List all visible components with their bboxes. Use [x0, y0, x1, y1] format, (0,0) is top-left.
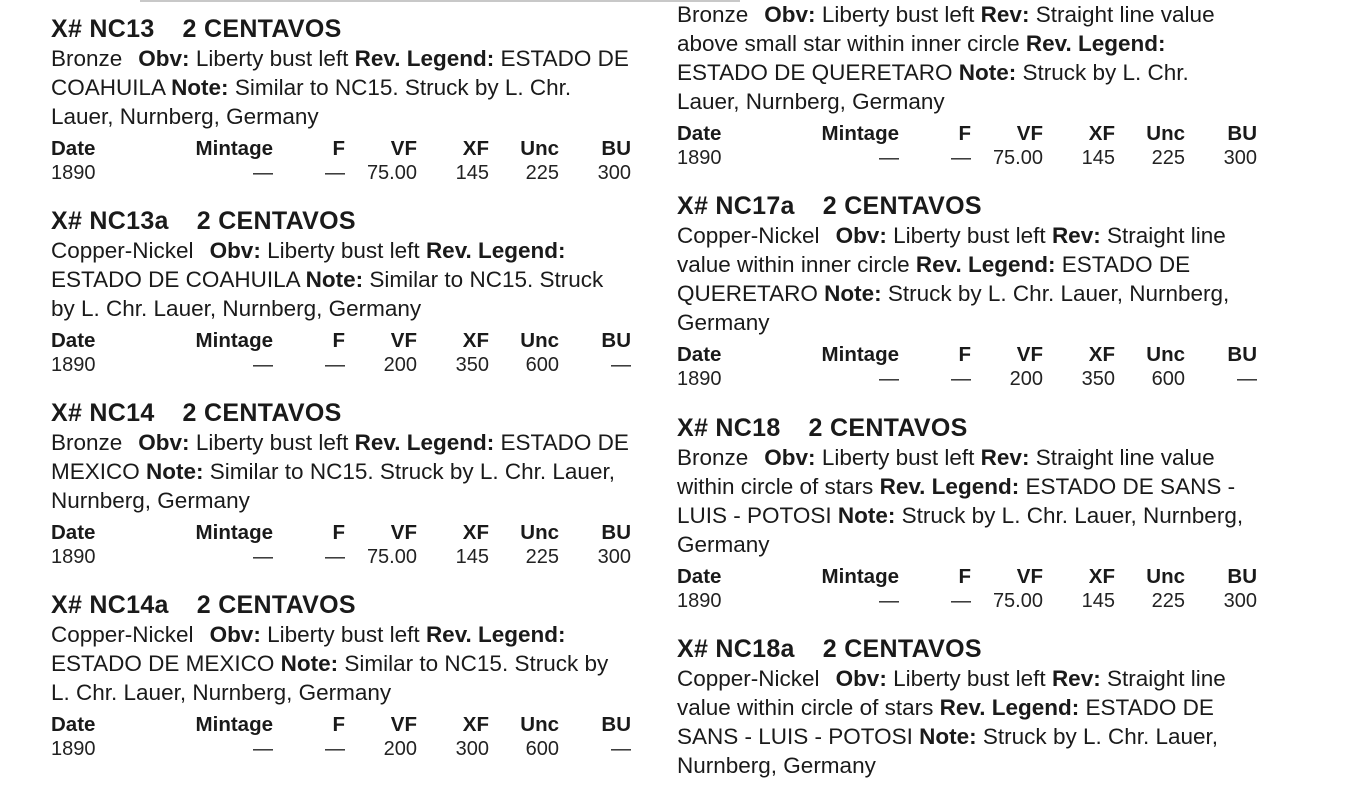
value-header-row — [677, 343, 1257, 367]
value-header: F — [332, 713, 345, 736]
value-header: Mintage — [821, 343, 899, 366]
value-cell: — — [951, 147, 971, 169]
value-header: BU — [1227, 122, 1257, 145]
value-cell: 225 — [1151, 147, 1185, 169]
note-label: Note: — [958, 60, 1017, 85]
value-cell: 600 — [1151, 368, 1185, 390]
legend-label: Rev. Legend: — [354, 430, 495, 455]
value-cell: 225 — [1151, 590, 1185, 612]
denomination: 2 CENTAVOS — [182, 399, 342, 427]
denomination: 2 CENTAVOS — [822, 635, 982, 663]
value-cell: — — [1237, 368, 1257, 390]
reverse-text: Straight line value within circle of stars — [677, 445, 1215, 499]
value-cell: 350 — [455, 354, 489, 376]
value-cell: 145 — [455, 546, 489, 568]
value-header: XF — [1088, 343, 1115, 366]
value-cell: 350 — [1081, 368, 1115, 390]
value-cell: 1890 — [51, 546, 96, 568]
value-cell: 1890 — [677, 147, 722, 169]
value-header: BU — [601, 137, 631, 160]
value-cell: 600 — [525, 354, 559, 376]
value-cell: 200 — [383, 354, 417, 376]
obverse-label: Obv: — [764, 445, 816, 470]
entry-title — [677, 191, 1257, 221]
legend-text: ESTADO DE QUERETARO — [677, 252, 1191, 306]
value-header: VF — [390, 521, 417, 544]
entry-description — [677, 0, 1257, 116]
legend-label: Rev. Legend: — [939, 695, 1080, 720]
value-row — [677, 589, 1257, 613]
obverse-label: Obv: — [209, 238, 261, 263]
note-text: Similar to NC15. Struck by L. Chr. Lauer, Nurnberg, Germany — [51, 75, 572, 129]
value-cell: — — [879, 368, 899, 390]
value-cell: 300 — [1223, 147, 1257, 169]
note-label: Note: — [305, 267, 364, 292]
reverse-text: Straight line value within inner circle — [677, 223, 1226, 277]
note-text: Struck by L. Chr. Lauer, Nurnberg, Germany — [677, 503, 1244, 557]
catalog-entry — [677, 413, 1257, 613]
value-cell: — — [611, 738, 631, 760]
denomination: 2 CENTAVOS — [196, 591, 356, 619]
reverse-label: Rev: — [980, 2, 1030, 27]
legend-label: Rev. Legend: — [425, 238, 566, 263]
note-text: Similar to NC15. Struck by L. Chr. Lauer, Nurnberg, Germany — [51, 459, 615, 513]
value-row — [51, 161, 631, 185]
value-header-row — [677, 122, 1257, 146]
legend-label: Rev. Legend: — [879, 474, 1020, 499]
denomination: 2 CENTAVOS — [808, 414, 968, 442]
value-table — [51, 137, 631, 185]
obverse-text: Liberty bust left — [893, 223, 1046, 248]
note-text: Similar to NC15. Struck by L. Chr. Lauer, Nurnberg, Germany — [51, 267, 604, 321]
value-cell: — — [253, 162, 273, 184]
obverse-label: Obv: — [138, 430, 190, 455]
value-table — [51, 521, 631, 569]
denomination: 2 CENTAVOS — [196, 207, 356, 235]
obverse-text: Liberty bust left — [195, 430, 349, 455]
legend-label: Rev. Legend: — [354, 46, 495, 71]
value-cell: — — [951, 368, 971, 390]
value-cell: — — [325, 546, 345, 568]
entry-title — [51, 14, 631, 44]
note-label: Note: — [171, 75, 229, 100]
value-header: VF — [390, 713, 417, 736]
value-cell: 145 — [1081, 590, 1115, 612]
value-header: VF — [1016, 122, 1043, 145]
value-table — [677, 565, 1257, 613]
entry-description — [51, 428, 631, 515]
catalog-number: X# NC17a — [677, 192, 795, 220]
value-header: F — [332, 329, 345, 352]
value-cell: 300 — [597, 162, 631, 184]
value-row — [51, 737, 631, 761]
catalog-entry — [51, 206, 631, 377]
entry-title — [51, 206, 631, 236]
value-cell: 145 — [455, 162, 489, 184]
value-header: Date — [51, 521, 96, 544]
value-cell: 600 — [525, 738, 559, 760]
obverse-text: Liberty bust left — [267, 238, 420, 263]
value-header: Date — [677, 122, 722, 145]
entry-title — [51, 590, 631, 620]
value-header: XF — [462, 329, 489, 352]
metal: Bronze — [51, 46, 123, 71]
obverse-text: Liberty bust left — [821, 2, 975, 27]
note-label: Note: — [837, 503, 896, 528]
value-cell: — — [253, 738, 273, 760]
value-table — [51, 713, 631, 761]
value-row — [677, 367, 1257, 391]
catalog-entry — [677, 191, 1257, 391]
reverse-text: Straight line value above small star within inner circle — [677, 2, 1215, 56]
entry-description — [677, 664, 1257, 780]
catalog-entry — [677, 0, 1257, 170]
obverse-label: Obv: — [209, 622, 261, 647]
value-header: BU — [1227, 565, 1257, 588]
value-row — [677, 146, 1257, 170]
obverse-label: Obv: — [835, 223, 887, 248]
value-header: Mintage — [195, 521, 273, 544]
note-label: Note: — [280, 651, 339, 676]
value-cell: 200 — [1009, 368, 1043, 390]
metal: Copper-Nickel — [51, 238, 194, 263]
value-cell: 75.00 — [366, 546, 417, 568]
value-cell: 1890 — [51, 354, 96, 376]
entry-description — [677, 221, 1257, 337]
value-header: Mintage — [195, 713, 273, 736]
legend-label: Rev. Legend: — [425, 622, 566, 647]
value-cell: — — [325, 162, 345, 184]
value-header: BU — [601, 329, 631, 352]
note-label: Note: — [146, 459, 204, 484]
metal: Copper-Nickel — [677, 223, 820, 248]
entry-title — [677, 634, 1257, 664]
note-text: Struck by L. Chr. Lauer, Nurnberg, Germany — [677, 724, 1219, 778]
value-cell: 225 — [525, 162, 559, 184]
top-edge-rule — [140, 0, 740, 2]
metal: Bronze — [677, 2, 749, 27]
value-table — [677, 122, 1257, 170]
legend-text: ESTADO DE QUERETARO — [677, 60, 953, 85]
value-cell: 300 — [455, 738, 489, 760]
entry-description — [51, 236, 631, 323]
reverse-label: Rev: — [980, 445, 1030, 470]
catalog-entry — [677, 634, 1257, 780]
note-label: Note: — [919, 724, 977, 749]
value-header: BU — [601, 713, 631, 736]
value-cell: — — [879, 590, 899, 612]
value-header: Unc — [1146, 122, 1185, 145]
value-header: Unc — [520, 329, 559, 352]
note-text: Struck by L. Chr. Lauer, Nurnberg, Germany — [677, 281, 1230, 335]
value-header: VF — [1016, 343, 1043, 366]
obverse-text: Liberty bust left — [821, 445, 975, 470]
value-cell: 75.00 — [992, 590, 1043, 612]
value-cell: — — [611, 354, 631, 376]
value-header: Unc — [1146, 565, 1185, 588]
value-cell: — — [253, 546, 273, 568]
catalog-entry — [51, 398, 631, 569]
catalog-number: X# NC18 — [677, 414, 781, 442]
value-row — [51, 353, 631, 377]
obverse-text: Liberty bust left — [893, 666, 1046, 691]
catalog-number: X# NC18a — [677, 635, 795, 663]
value-header: Mintage — [821, 122, 899, 145]
value-table — [51, 329, 631, 377]
value-header: Mintage — [821, 565, 899, 588]
catalog-entry — [51, 590, 631, 761]
value-table — [677, 343, 1257, 391]
value-cell: 1890 — [677, 368, 722, 390]
value-header: Date — [677, 343, 722, 366]
value-header: Mintage — [195, 137, 273, 160]
obverse-label: Obv: — [138, 46, 190, 71]
value-cell: 225 — [525, 546, 559, 568]
value-header-row — [677, 565, 1257, 589]
value-header: F — [332, 137, 345, 160]
value-cell: 1890 — [677, 590, 722, 612]
value-cell: — — [253, 354, 273, 376]
value-cell: — — [325, 738, 345, 760]
value-row — [51, 545, 631, 569]
value-header: Date — [51, 137, 96, 160]
value-header-row — [51, 137, 631, 161]
note-label: Note: — [824, 281, 882, 306]
value-header: F — [958, 122, 971, 145]
value-header-row — [51, 713, 631, 737]
value-cell: 75.00 — [992, 147, 1043, 169]
entry-title — [51, 398, 631, 428]
value-cell: 300 — [597, 546, 631, 568]
catalog-number: X# NC13 — [51, 15, 155, 43]
value-cell: 1890 — [51, 738, 96, 760]
reverse-text: Straight line value within circle of stars — [677, 666, 1226, 720]
entry-description — [677, 443, 1257, 559]
legend-label: Rev. Legend: — [915, 252, 1056, 277]
value-header: XF — [462, 713, 489, 736]
metal: Copper-Nickel — [677, 666, 820, 691]
value-cell: 145 — [1081, 147, 1115, 169]
note-text: Struck by L. Chr. Lauer, Nurnberg, Germany — [677, 60, 1189, 114]
value-header: XF — [1088, 565, 1115, 588]
legend-text: ESTADO DE MEXICO — [51, 430, 629, 484]
legend-text: ESTADO DE SANS - LUIS - POTOSI — [677, 474, 1236, 528]
value-header: BU — [601, 521, 631, 544]
metal: Bronze — [677, 445, 749, 470]
value-header: XF — [462, 521, 489, 544]
entry-description — [51, 620, 631, 707]
legend-text: ESTADO DE SANS - LUIS - POTOSI — [677, 695, 1214, 749]
value-cell: — — [325, 354, 345, 376]
obverse-text: Liberty bust left — [267, 622, 420, 647]
catalog-number: X# NC13a — [51, 207, 169, 235]
legend-text: ESTADO DE MEXICO — [51, 651, 275, 676]
value-header: XF — [1088, 122, 1115, 145]
catalog-entry — [51, 14, 631, 185]
obverse-label: Obv: — [764, 2, 816, 27]
catalog-number: X# NC14 — [51, 399, 155, 427]
value-header: Mintage — [195, 329, 273, 352]
value-header: Unc — [520, 521, 559, 544]
value-header: Unc — [520, 713, 559, 736]
value-header: VF — [390, 329, 417, 352]
value-header: XF — [462, 137, 489, 160]
value-cell: — — [951, 590, 971, 612]
catalog-number: X# NC14a — [51, 591, 169, 619]
value-header-row — [51, 329, 631, 353]
reverse-label: Rev: — [1051, 223, 1101, 248]
value-cell: 200 — [383, 738, 417, 760]
value-header: Date — [677, 565, 722, 588]
value-cell: 300 — [1223, 590, 1257, 612]
metal: Bronze — [51, 430, 123, 455]
denomination: 2 CENTAVOS — [822, 192, 982, 220]
reverse-label: Rev: — [1051, 666, 1101, 691]
value-header: VF — [390, 137, 417, 160]
value-header: F — [958, 343, 971, 366]
obverse-label: Obv: — [835, 666, 887, 691]
value-header: Date — [51, 329, 96, 352]
legend-text: ESTADO DE COAHUILA — [51, 46, 629, 100]
value-header: BU — [1227, 343, 1257, 366]
value-header: F — [332, 521, 345, 544]
value-header: VF — [1016, 565, 1043, 588]
value-cell: 75.00 — [366, 162, 417, 184]
value-header: Unc — [520, 137, 559, 160]
value-header: Unc — [1146, 343, 1185, 366]
value-header-row — [51, 521, 631, 545]
value-cell: 1890 — [51, 162, 96, 184]
note-text: Similar to NC15. Struck by L. Chr. Lauer, Nurnberg, Germany — [51, 651, 609, 705]
metal: Copper-Nickel — [51, 622, 194, 647]
value-header: Date — [51, 713, 96, 736]
value-cell: — — [879, 147, 899, 169]
entry-description — [51, 44, 631, 131]
denomination: 2 CENTAVOS — [182, 15, 342, 43]
value-header: F — [958, 565, 971, 588]
obverse-text: Liberty bust left — [195, 46, 349, 71]
legend-text: ESTADO DE COAHUILA — [51, 267, 300, 292]
entry-title — [677, 413, 1257, 443]
legend-label: Rev. Legend: — [1025, 31, 1166, 56]
